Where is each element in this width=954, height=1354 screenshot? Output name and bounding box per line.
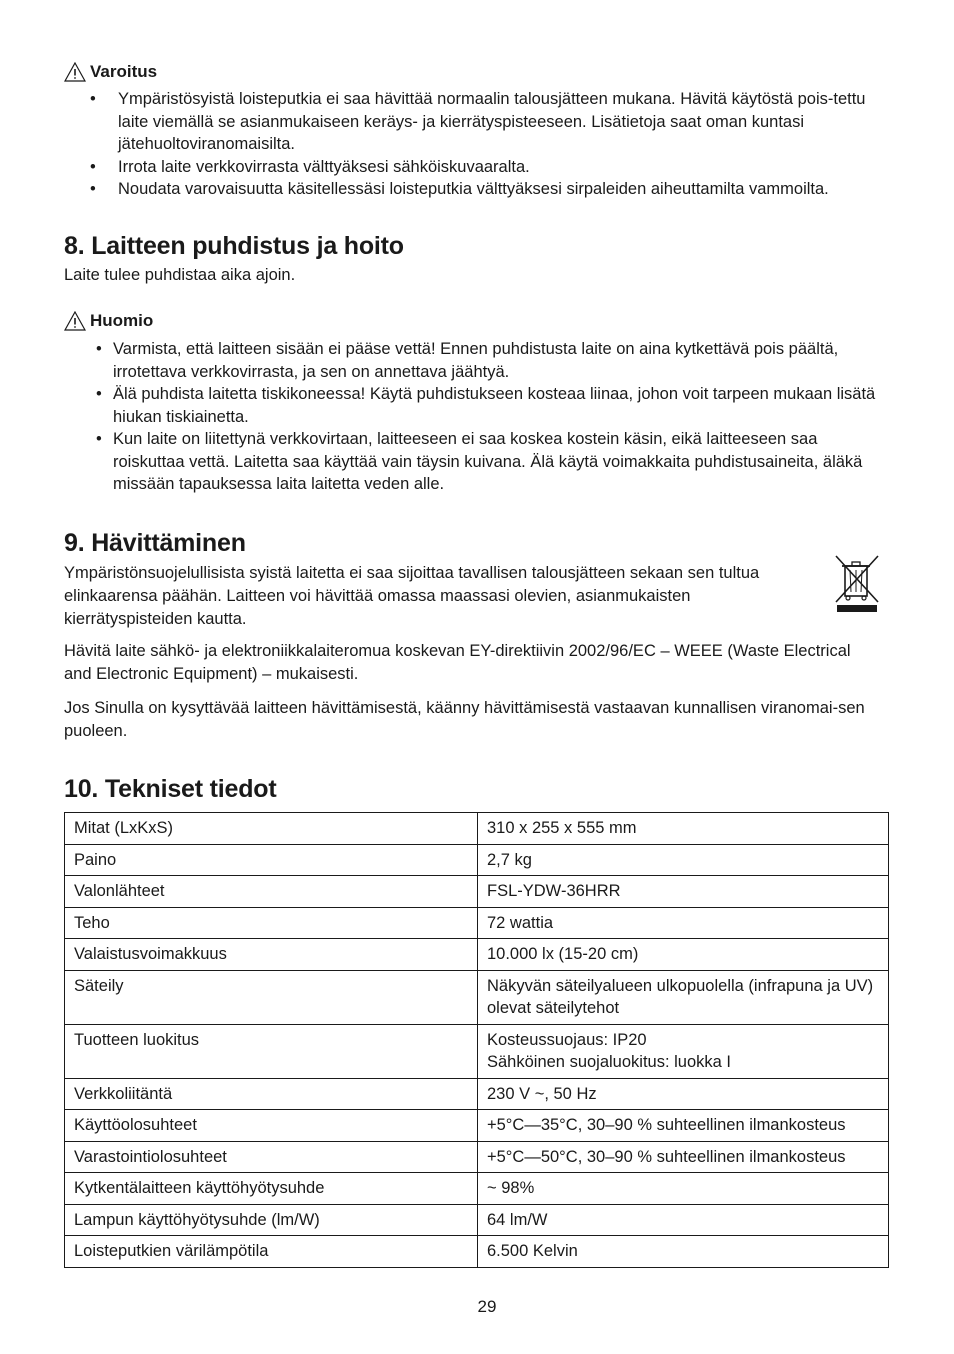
disposal-paragraph-2: Hävitä laite sähkö- ja elektroniikkalaiteromua koskevan EY-direktiivin 2002/96/EC – WEEE (Waste Electrical and Electronic Equipment) – mukaisesti. <box>64 642 851 683</box>
specs-table <box>64 812 889 1268</box>
table-row <box>65 813 889 845</box>
list-item: • Irrota laite verkkovirrasta välttyäksesi sähköiskuvaaralta. <box>90 157 530 176</box>
table-row <box>65 970 889 1024</box>
spec-label: Lampun käyttöhyötysuhde (lm/W) <box>65 1204 478 1236</box>
spec-label: Paino <box>65 844 478 876</box>
page-number: 29 <box>477 1297 497 1316</box>
spec-value: 2,7 kg <box>478 844 889 876</box>
spec-label: Teho <box>65 907 478 939</box>
spec-value: +5°C—35°C, 30–90 % suhteellinen ilmankosteus <box>478 1110 889 1142</box>
list-item: • Kun laite on liitettynä verkkovirtaan, laitteeseen ei saa koskea kostein käsin, eikä laitteeseen saa roiskuttaa vettä. Laitetta saa käyttää vain täysin kuivana. Älä käytä voimakkaita puhdistusaineita, äläkä missään tapauksessa laita laitetta veden alle. <box>96 430 863 493</box>
table-row <box>65 844 889 876</box>
warning-triangle-icon <box>64 62 86 82</box>
spec-value: 72 wattia <box>478 907 889 939</box>
table-row <box>65 1236 889 1268</box>
spec-value: 10.000 lx (15-20 cm) <box>478 939 889 971</box>
spec-label: Kytkentälaitteen käyttöhyötysuhde <box>65 1173 478 1205</box>
section8-intro: Laite tulee puhdistaa aika ajoin. <box>64 266 296 284</box>
cleaning-list <box>96 338 876 496</box>
spec-label: Valaistusvoimakkuus <box>65 939 478 971</box>
note-title: Huomio <box>90 311 154 330</box>
spec-value: 64 lm/W <box>478 1204 889 1236</box>
table-row <box>65 876 889 908</box>
warning-list <box>90 88 890 201</box>
disposal-paragraph-1: Ympäristönsuojelullisista syistä laitetta ei saa sijoittaa tavallisen talousjätteen sekaan sen tultua elinkaarensa päähän. Laitteen voi hävittää omassa maassasi olevien, asianmukaisten kierrätyspisteiden kautta. <box>64 564 760 628</box>
disposal-paragraph-3: Jos Sinulla on kysyttävää laitteen hävittämisestä, käänny hävittämisestä vastaavan kunnallisen viranomai-sen puoleen. <box>64 699 865 740</box>
spec-label: Käyttöolosuhteet <box>65 1110 478 1142</box>
table-row <box>65 1141 889 1173</box>
spec-label: Tuotteen luokitus <box>65 1024 478 1078</box>
spec-value: Näkyvän säteilyalueen ulkopuolella (infrapuna ja UV) olevat säteilytehot <box>478 970 889 1024</box>
spec-value: 230 V ~, 50 Hz <box>478 1078 889 1110</box>
spec-value: Kosteussuojaus: IP20 Sähköinen suojaluokitus: luokka I <box>478 1024 889 1078</box>
spec-label: Loisteputkien värilämpötila <box>65 1236 478 1268</box>
table-row <box>65 907 889 939</box>
section8-heading: 8. Laitteen puhdistus ja hoito <box>64 232 404 260</box>
table-row <box>65 939 889 971</box>
warning-title: Varoitus <box>90 62 158 81</box>
list-item: • Ympäristösyistä loisteputkia ei saa hävittää normaalin talousjätteen mukana. Hävitä käytöstä pois-tettu laite viemällä se asianmukaiseen keräys- ja kierrätyspisteeseen. Lisätietoja saat oman kuntasi jätehuoltoviranomaisilta. <box>90 90 866 153</box>
spec-value: 6.500 Kelvin <box>478 1236 889 1268</box>
spec-value: 310 x 255 x 555 mm <box>478 813 889 845</box>
warning-triangle-icon <box>64 311 86 331</box>
table-row <box>65 1173 889 1205</box>
weee-crossed-bin-icon <box>834 554 880 614</box>
spec-value: +5°C—50°C, 30–90 % suhteellinen ilmankosteus <box>478 1141 889 1173</box>
section10-heading: 10. Tekniset tiedot <box>64 775 277 803</box>
table-row <box>65 1078 889 1110</box>
spec-value: ~ 98% <box>478 1173 889 1205</box>
table-row <box>65 1204 889 1236</box>
spec-label: Säteily <box>65 970 478 1024</box>
warning-header <box>64 62 157 82</box>
list-item: • Älä puhdista laitetta tiskikoneessa! Käytä puhdistukseen kosteaa liinaa, johon voit tarpeen mukaan lisätä hiukan tiskiainetta. <box>96 385 876 426</box>
spec-label: Verkkoliitäntä <box>65 1078 478 1110</box>
table-row <box>65 1024 889 1078</box>
section9-heading: 9. Hävittäminen <box>64 529 246 557</box>
spec-label: Valonlähteet <box>65 876 478 908</box>
table-row <box>65 1110 889 1142</box>
spec-label: Varastointiolosuhteet <box>65 1141 478 1173</box>
spec-label: Mitat (LxKxS) <box>65 813 478 845</box>
spec-value: FSL-YDW-36HRR <box>478 876 889 908</box>
note-header <box>64 311 153 331</box>
list-item: • Noudata varovaisuutta käsitellessäsi loisteputkia välttyäksesi sirpaleiden aiheuttamilta vammoilta. <box>90 180 829 198</box>
list-item: • Varmista, että laitteen sisään ei pääse vettä! Ennen puhdistusta laite on aina kytkettävä pois päältä, irrotettava verkkovirrasta, ja sen on annettava jäähtyä. <box>96 340 839 381</box>
